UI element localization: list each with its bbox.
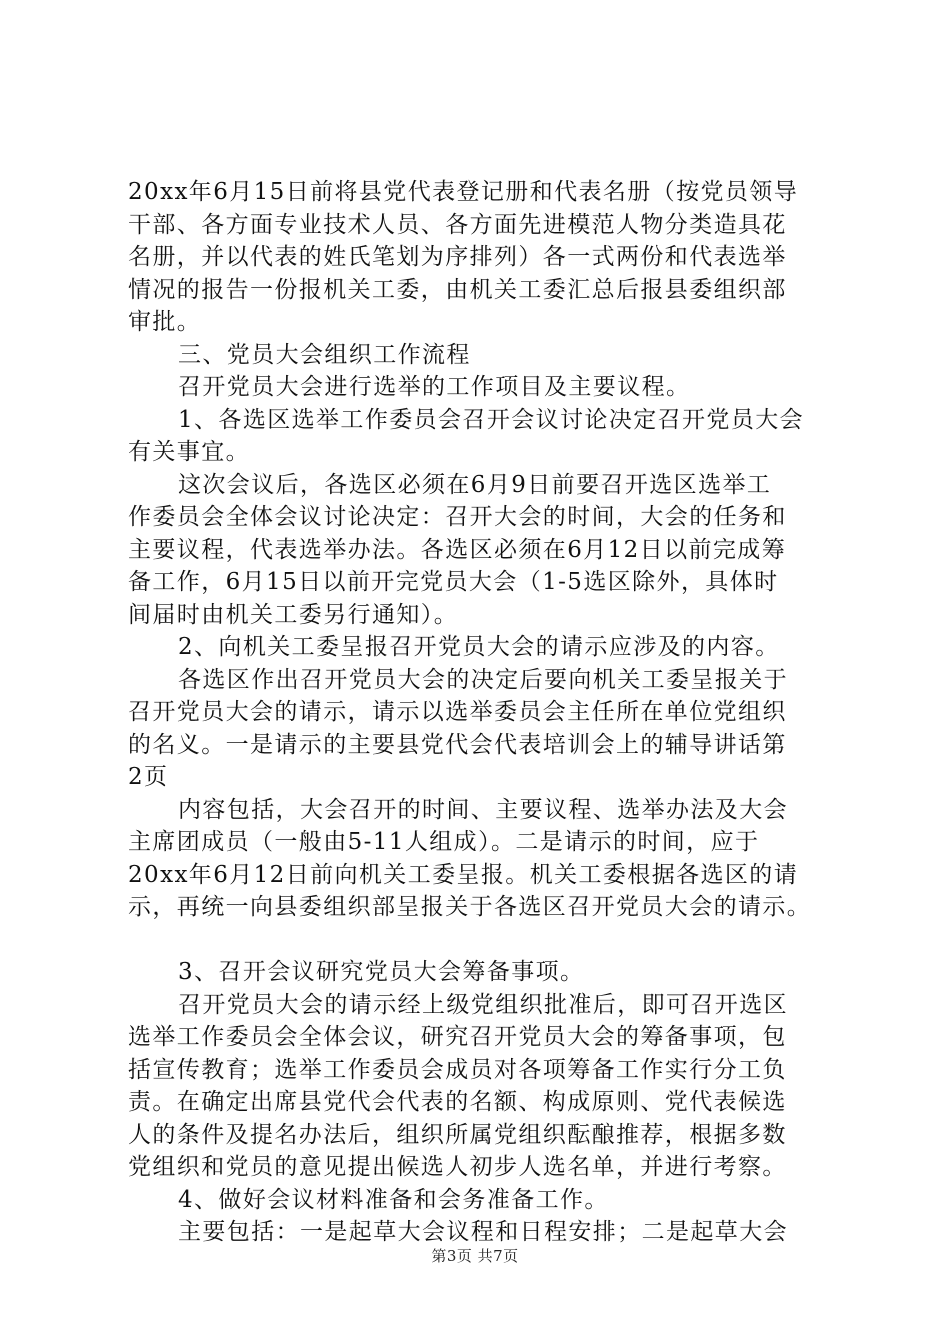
text-line: 审批。 — [128, 309, 202, 335]
page-number: 第3页 共7页 — [431, 1247, 519, 1265]
item-heading: 1、各选区选举工作委员会召开会议讨论决定召开党员大会 — [178, 406, 805, 433]
text-line: 2页 — [128, 764, 169, 790]
text-line: 内容包括，大会召开的时间、主要议程、选举办法及大会 — [178, 796, 788, 823]
text-line: 示，再统一向县委组织部呈报关于各选区召开党员大会的请示。 — [128, 894, 812, 920]
text-line: 干部、各方面专业技术人员、各方面先进模范人物分类造具花 — [128, 211, 787, 238]
text-line: 的名义。一是请示的主要县党代会代表培训会上的辅导讲话第 — [128, 731, 787, 758]
text-line: 20xx年6月15日前将县党代表登记册和代表名册（按党员领导 — [128, 179, 799, 205]
text-line: 召开党员大会的请示，请示以选举委员会主任所在单位党组织 — [128, 699, 787, 725]
item-heading: 3、召开会议研究党员大会筹备事项。 — [178, 959, 585, 985]
text-line: 选举工作委员会全体会议，研究召开党员大会的筹备事项，包 — [128, 1024, 787, 1050]
text-line: 括宣传教育；选举工作委员会成员对各项筹备工作实行分工负 — [128, 1056, 787, 1083]
text-line: 各选区作出召开党员大会的决定后要向机关工委呈报关于 — [178, 666, 788, 693]
text-line: 召开党员大会的请示经上级党组织批准后，即可召开选区 — [178, 991, 788, 1018]
text-line: 情况的报告一份报机关工委，由机关工委汇总后报县委组织部 — [128, 276, 787, 303]
text-line: 责。在确定出席县党代会代表的名额、构成原则、党代表候选 — [128, 1089, 787, 1115]
text-line: 这次会议后，各选区必须在6月9日前要召开选区选举工 — [178, 471, 772, 498]
page-footer — [0, 1245, 950, 1266]
text-line: 名册，并以代表的姓氏笔划为序排列）各一式两份和代表选举 — [128, 244, 787, 270]
text-line: 主要包括：一是起草大会议程和日程安排；二是起草大会 — [178, 1219, 788, 1245]
text-line: 备工作，6月15日以前开完党员大会（1-5选区除外，具体时 — [128, 569, 779, 595]
text-line: 主席团成员（一般由5-11人组成）。二是请示的时间，应于 — [128, 829, 760, 855]
paragraph-gap — [128, 924, 840, 957]
section-heading: 三、党员大会组织工作流程 — [178, 341, 471, 368]
text-line: 20xx年6月12日前向机关工委呈报。机关工委根据各选区的请 — [128, 861, 799, 888]
text-line: 党组织和党员的意见提出候选人初步人选名单，并进行考察。 — [128, 1154, 787, 1180]
text-line: 主要议程，代表选举办法。各选区必须在6月12日以前完成筹 — [128, 536, 787, 563]
item-heading: 2、向机关工委呈报召开党员大会的请示应涉及的内容。 — [178, 634, 780, 660]
item-heading: 4、做好会议材料准备和会务准备工作。 — [178, 1186, 609, 1213]
text-line: 人的条件及提名办法后，组织所属党组织酝酿推荐，根据多数 — [128, 1121, 787, 1148]
text-line: 间届时由机关工委另行通知）。 — [128, 601, 459, 628]
text-line: 作委员会全体会议讨论决定：召开大会的时间，大会的任务和 — [128, 504, 787, 530]
text-line: 有关事宜。 — [128, 439, 250, 465]
text-line: 召开党员大会进行选举的工作项目及主要议程。 — [178, 374, 691, 400]
document-body — [128, 176, 840, 1249]
